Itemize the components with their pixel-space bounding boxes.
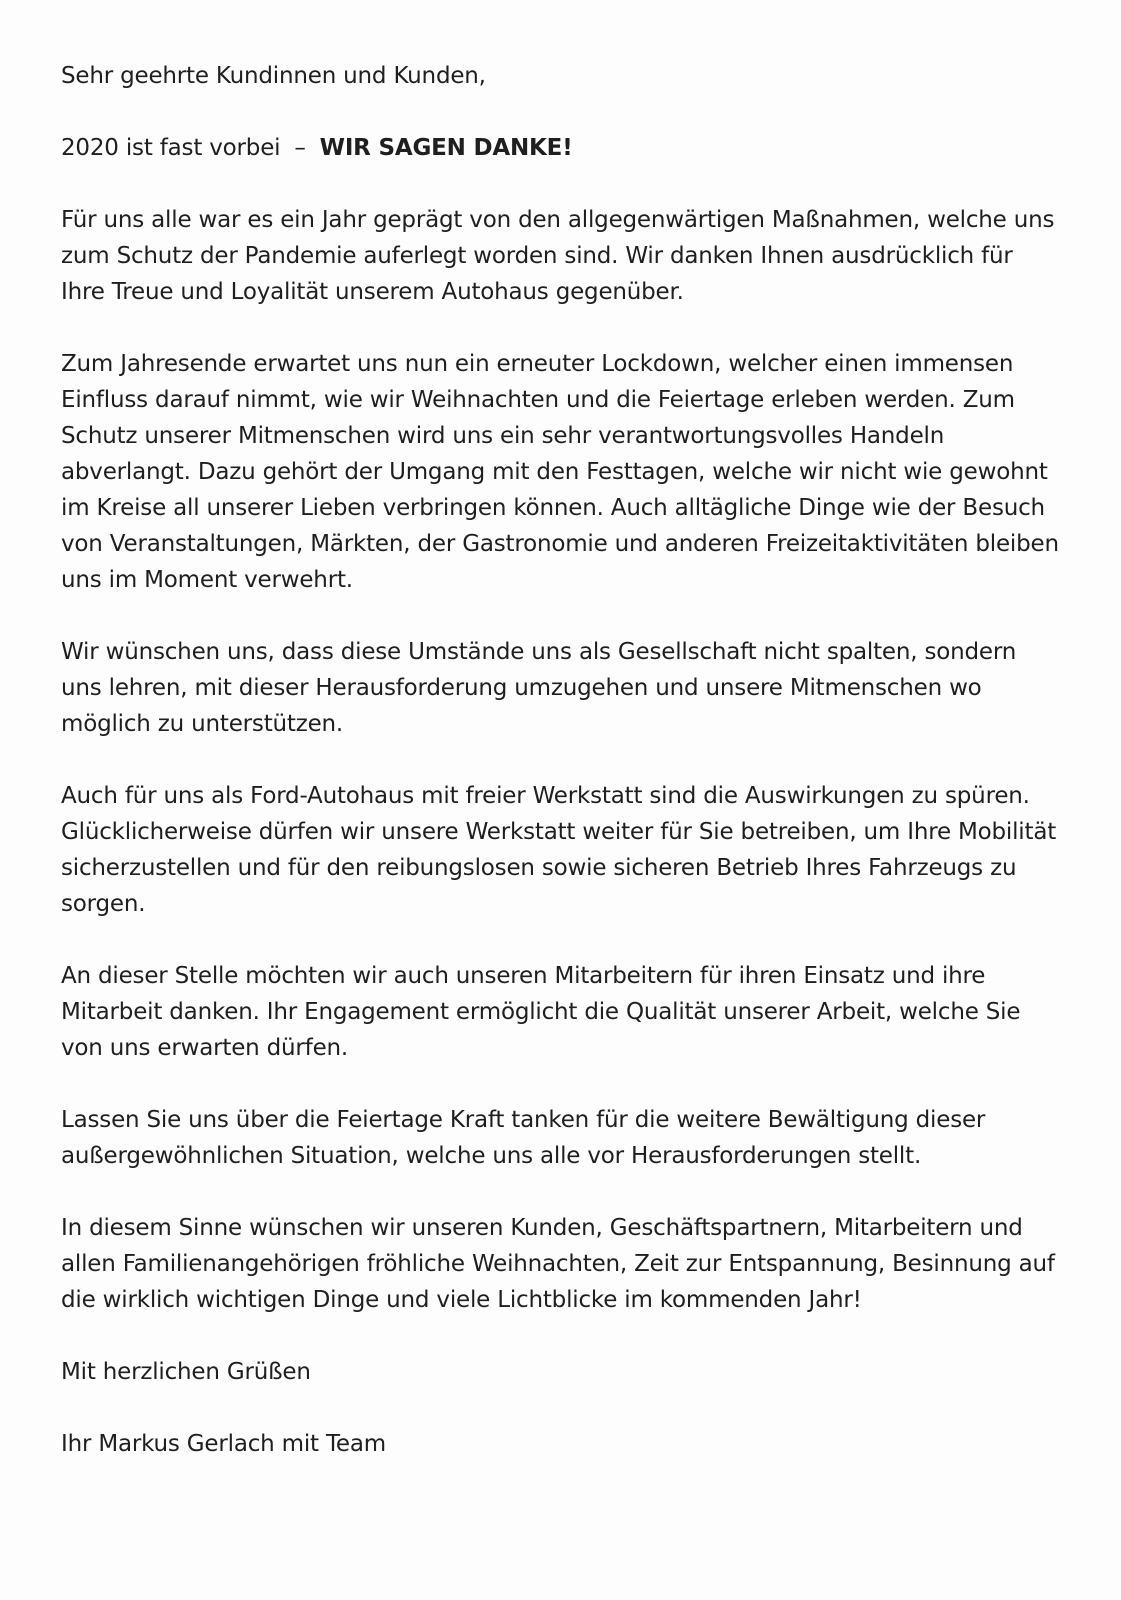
salutation: Sehr geehrte Kundinnen und Kunden, xyxy=(61,63,486,89)
intro-text: 2020 ist fast vorbei xyxy=(61,135,281,161)
paragraph-workshop: Auch für uns als Ford-Autohaus mit freier Werkstatt sind die Auswirkungen zu spüren. Glücklicherweise dürfen wir unsere Werkstatt weiter für Sie betreiben, um Ihre Mobilität sicherzustellen und für den reibungslosen sowie sicheren Betrieb Ihres Fahrzeugs zu sorgen. xyxy=(61,783,1057,917)
letter-body xyxy=(61,58,1061,1498)
signature: Ihr Markus Gerlach mit Team xyxy=(61,1431,386,1457)
paragraph-thanks: Für uns alle war es ein Jahr geprägt von den allgegenwärtigen Maßnahmen, welche uns zum Schutz der Pandemie auferlegt worden sind. Wir danken Ihnen ausdrücklich für Ihre Treue und Loyalität unserem Autohaus gegenüber. xyxy=(61,207,1055,305)
paragraph-greetings: In diesem Sinne wünschen wir unseren Kunden, Geschäftspartnern, Mitarbeitern und allen Familienangehörigen fröhliche Weihnachten, Zeit zur Entspannung, Besinnung auf die wirklich wichtigen Dinge und viele Lichtblicke im kommenden Jahr! xyxy=(61,1215,1055,1313)
closing: Mit herzlichen Grüßen xyxy=(61,1359,311,1385)
intro-dash: – xyxy=(294,135,306,161)
paragraph-holidays: Lassen Sie uns über die Feiertage Kraft tanken für die weitere Bewältigung dieser außergewöhnlichen Situation, welche uns alle vor Herausforderungen stellt. xyxy=(61,1107,986,1169)
intro-line xyxy=(61,130,1061,166)
paragraph-lockdown: Zum Jahresende erwartet uns nun ein erneuter Lockdown, welcher einen immensen Einfluss darauf nimmt, wie wir Weihnachten und die Feiertage erleben werden. Zum Schutz unserer Mitmenschen wird uns ein sehr verantwortungsvolles Handeln abverlangt. Dazu gehört der Umgang mit den Festtagen, welche wir nicht wie gewohnt im Kreise all unserer Lieben verbringen können. Auch alltägliche Dinge wie der Besuch von Veranstaltungen, Märkten, der Gastronomie und anderen Freizeitaktivitäten bleiben uns im Moment verwehrt. xyxy=(61,351,1059,593)
paragraph-wishes: Wir wünschen uns, dass diese Umstände uns als Gesellschaft nicht spalten, sondern uns lehren, mit dieser Herausforderung umzugehen und unsere Mitmenschen wo möglich zu unterstützen. xyxy=(61,639,1017,737)
intro-emphasis: WIR SAGEN DANKE! xyxy=(319,135,573,161)
paragraph-employees: An dieser Stelle möchten wir auch unseren Mitarbeitern für ihren Einsatz und ihre Mitarbeit danken. Ihr Engagement ermöglicht die Qualität unserer Arbeit, welche Sie von uns erwarten dürfen. xyxy=(61,963,1021,1061)
